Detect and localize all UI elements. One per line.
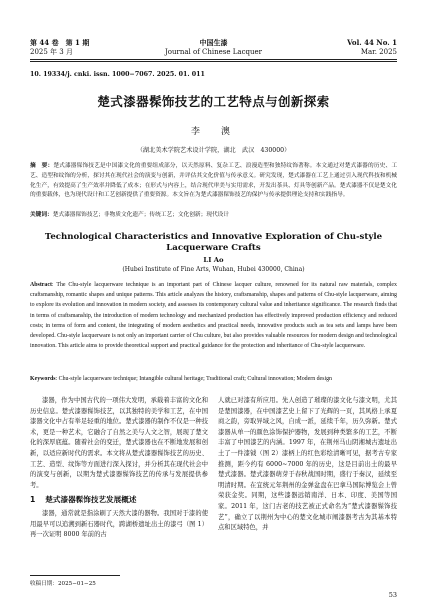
paper-title-en: Technological Characteristics and Innovative Exploration of Chu-style Lacquerware Crafts — [44, 232, 383, 253]
abstract-cn-text: 楚式漆器髹饰技艺是中国漆文化的重要组成部分，以天然原料、复杂工艺、浪漫造型和独特纹饰著称。本文通过对楚式漆器的历史、工艺、造型和纹饰的分析，探讨其在现代社会的演变与创新，并评估其文化价值与传承意义。研究发现，楚式漆器在工艺上通过引入现代科技和机械化生产，有效提高了生产效率并降低了成本；在形式与内容上，结合现代审美与实用需求，开发出茶具、灯具等创新产品。楚式漆器不仅是楚文化的重要载体，也为现代设计和工艺创新提供了重要资源。本文旨在为楚式漆器髹饰技艺的保护与传承提供理论支持和实践指导。 — [30, 163, 398, 199]
paper-title-cn: 楚式漆器髹饰技艺的工艺特点与创新探索 — [97, 94, 330, 109]
body-column-right — [218, 396, 397, 534]
affiliation-cn: （湖北美术学院艺术设计学院，湖北 武汉 430000） — [136, 147, 291, 154]
volume-en: Vol. 44 No. 1 — [347, 38, 397, 47]
keywords-cn-text: 楚式漆器髹饰技艺；非物质文化遗产；传统工艺；文化创新；现代设计 — [52, 212, 230, 218]
keywords-cn-label: 关键词： — [30, 212, 53, 218]
header-rule-thin — [30, 61, 397, 62]
body-column-left — [30, 396, 208, 541]
abstract-en-label: Abstract — [30, 282, 52, 288]
page-number: 53 — [388, 591, 397, 599]
keywords-en-label: Keywords — [30, 376, 56, 382]
journal-name-en: Journal of Chinese Lacquer — [165, 48, 262, 56]
abstract-cn-label: 摘 要： — [30, 163, 54, 169]
doi: 10. 19334/j. cnki. issn. 1000−7067. 2025. 01. 011 — [30, 71, 205, 78]
volume-cn: 第 44 卷 第 1 期 — [30, 38, 90, 47]
continued-paragraph: 人就已对漆有所应用。先人创造了璀璨的漆文化与漆文明，尤其是楚国漆器，在中国漆艺史上留下了光辉的一页，其风格上承夏商之韵，旁取异域之风，自成一派，延续千年，历久弥新。楚式漆器从单一的颜色涂饰保护器物，发展到种类繁多的工艺，不断丰富了中国漆艺的内涵。1997 年，在荆州马山阴湘城古遗址出土了一件漆钺（图 2）漆柄上的红色彩绘清晰可见，据考古专家推测，距今约有 6000~7000 年的历史，这是目前出土的最早楚式漆器。楚式漆器萌芽于春秋战国时期，盛行于秦汉，延续至明清时期。在宜统元年荆州的金弹盆盘在巴拿马国际博览会上曾荣获金奖。同期，这些漆器远销南洋、日本、印度、美国等国家。2011 年，这门古老的技艺被正式命名为“楚式漆器髹饰技艺”，确立了以荆州为中心的楚文化城市阐漆器考古为其基本特点和区域特色，并 — [218, 397, 397, 532]
author-cn: 李 澳 — [190, 127, 236, 137]
date-en: Mar. 2025 — [360, 48, 397, 56]
affiliation-en: (Hubei Institute of Fine Arts, Wuhan, Hubei 430000, China) — [122, 266, 305, 273]
received-date-footnote: 收稿日期：2025−01−25 — [30, 581, 96, 587]
section-number: 1 — [30, 495, 36, 505]
abstract-en-text: : The Chu-style lacquerware technique is an important part of Chinese lacquer culture, renowned for its natural raw materials, complex craftsmanship, romantic shapes and unique patterns. This article analyzes the history, craftsmanship, shapes and patterns of Chu-style lacquerware, aiming to explore its evolution and innovation in modern society, and assesses its contemporary cultural value and inheritance significance. The research finds that in terms of craftsmanship, the introduction of modern technology and mechanized production has effectively improved production efficiency and reduced costs; in terms of form and content, the integrating of modern aesthetics and practical needs, innovative products such as tea sets and lamps have been developed. Chu-style lacquerware is not only an important carrier of Chu culture, but also provides valuable resources for modern design and technological innovation. This article aims to provide theoretical support and practical guidance for the protection and inheritance of Chu-style lacquerware. — [30, 282, 397, 350]
keywords-en-text: : Chu-style lacquerware technique; Intangible cultural heritage; Traditional craft; Cultural innovation; Modern design — [55, 376, 332, 382]
journal-name-cn: 中国生漆 — [199, 38, 228, 47]
abstract-cn — [30, 162, 397, 201]
date-cn: 2025 年 3 月 — [30, 48, 73, 56]
keywords-cn — [30, 211, 397, 221]
footnote-rule — [30, 575, 120, 576]
section-title: 楚式漆器髹饰技艺发展概述 — [45, 495, 137, 505]
section-heading — [30, 495, 208, 506]
intro-paragraph: 漆器，作为中国古代的一项伟大发明，承载着丰富的文化和历史信息。楚式漆器髹饰技艺，以其独特的美学和工艺，在中国漆器文化中占有举足轻重的地位。楚式漆器的制作不仅是一种技术，更是一种艺术，它融合了自然之美与人文之智，展现了楚文化的深厚底蕴。随着社会的变迁，楚式漆器也在不断地发展和创新，以适应新时代的需求。本文将从楚式漆器髹饰技艺的历史、工艺、造型、纹饰等方面进行深入探讨，并分析其在现代社会中的演变与创新，以期为楚式漆器髹饰技艺的传承与发展提供参考。 — [30, 397, 208, 489]
header-rule — [30, 59, 397, 60]
abstract-en — [30, 280, 397, 351]
keywords-en — [30, 374, 397, 384]
author-en: LI Ao — [203, 256, 224, 264]
section-paragraph: 漆器，通常就是指涂刷了天然大漆的器物。我国对于漆的使用最早可以追溯到新石器时代，跨湖桥遗址出土的漆弓（图 1）再一次证明 8000 年前的古 — [30, 509, 208, 539]
